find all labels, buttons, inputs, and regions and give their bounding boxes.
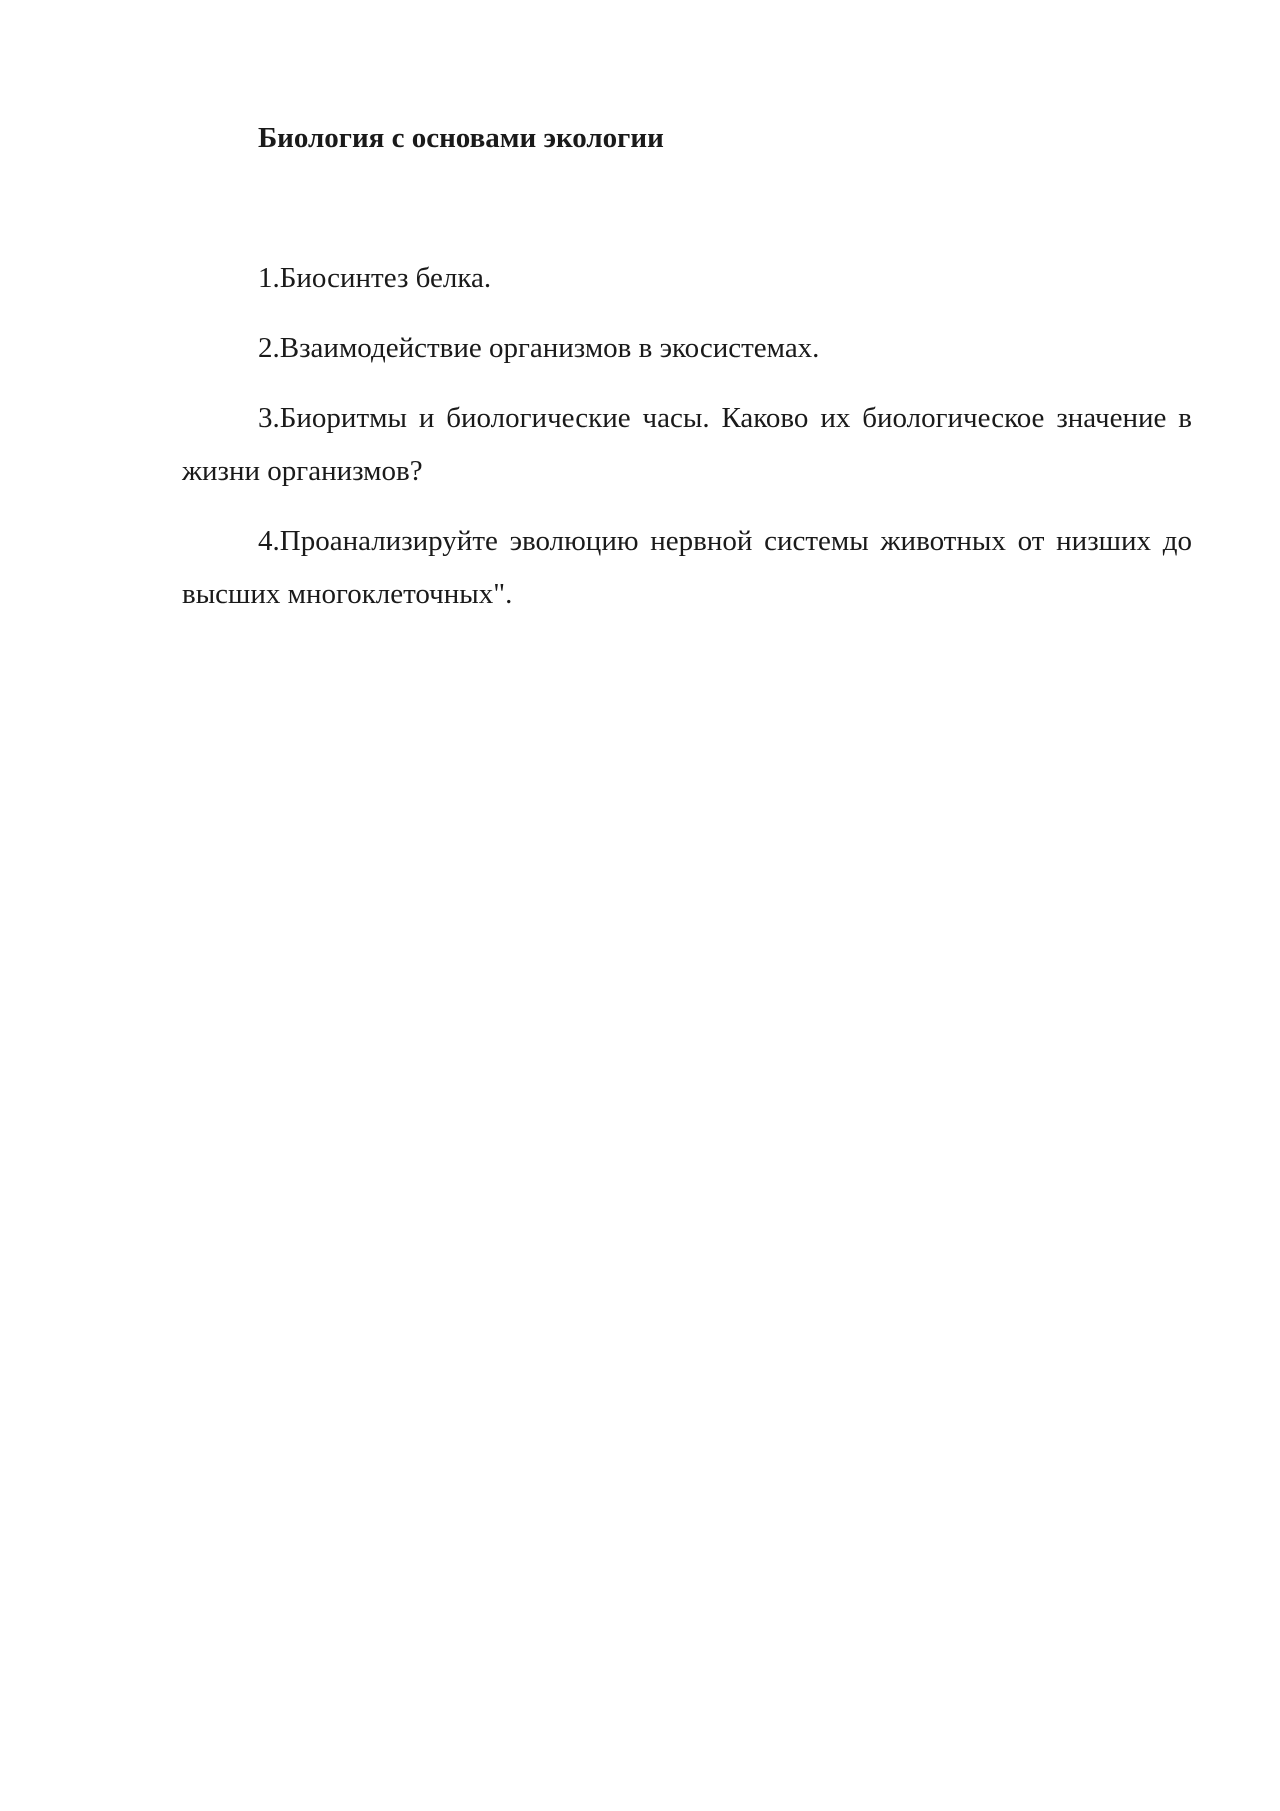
question-item-3: 3.Биоритмы и биологические часы. Каково их биологическое значение в жизни организмов? (182, 402, 1192, 487)
document-title: Биология с основами экологии (258, 122, 664, 154)
question-list (182, 252, 1192, 638)
question-item-4: 4.Проанализируйте эволюцию нервной системы животных от низших до высших многоклеточных". (182, 525, 1192, 610)
question-item-2: 2.Взаимодействие организмов в экосистемах. (258, 332, 820, 364)
question-item-1: 1.Биосинтез белка. (258, 262, 492, 294)
